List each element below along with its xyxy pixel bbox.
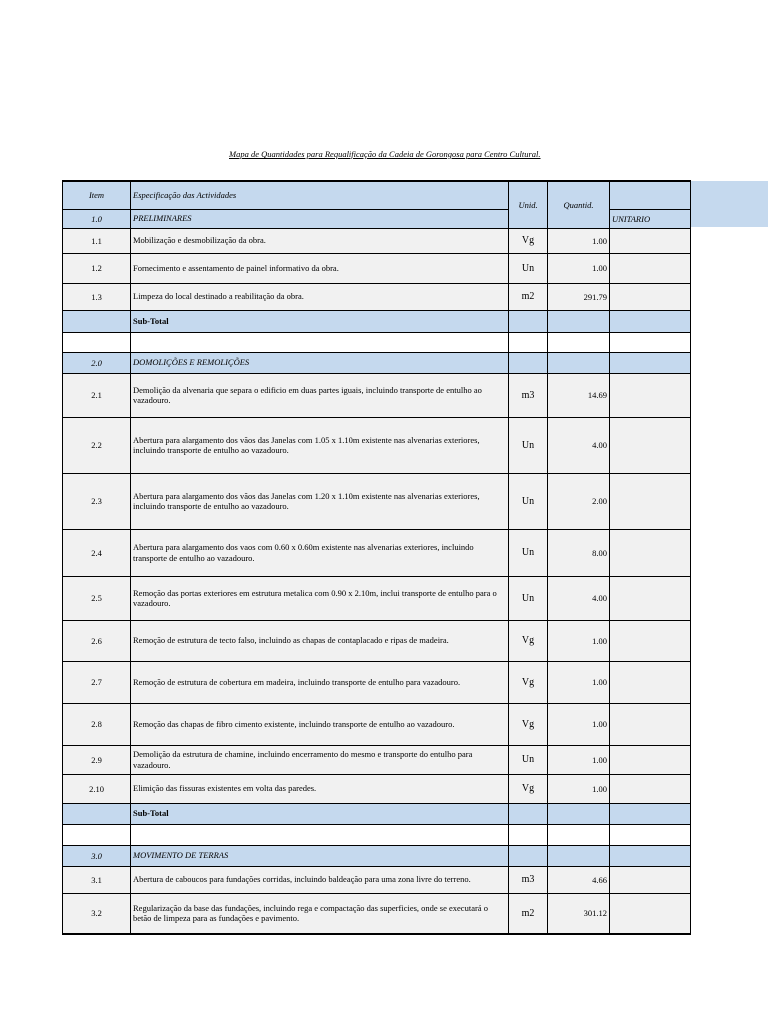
bill-of-quantities-table [62, 180, 691, 935]
row-item-number: 2.10 [63, 774, 131, 803]
table-row [63, 473, 691, 529]
row-unit: Vg [509, 661, 548, 703]
row-quantity [548, 352, 610, 373]
section-row [63, 352, 691, 373]
row-quantity [548, 803, 610, 824]
row-item-number: 2.1 [63, 373, 131, 417]
row-description: Fornecimento e assentamento de painel informativo da obra. [131, 253, 509, 283]
row-description: Demolição da alvenaria que separa o edificio em duas partes iguais, incluindo transporte de entulho ao vazadouro. [131, 373, 509, 417]
row-unit [509, 803, 548, 824]
row-quantity [548, 845, 610, 866]
row-unit-price [610, 283, 691, 310]
blank-cell [548, 824, 610, 845]
row-unit-price [610, 703, 691, 745]
price-header-extension [690, 181, 768, 227]
row-unit: Vg [509, 620, 548, 661]
row-quantity: 8.00 [548, 529, 610, 576]
row-unit-price [610, 352, 691, 373]
row-quantity [548, 310, 610, 332]
row-unit [509, 352, 548, 373]
table-row [63, 283, 691, 310]
row-item-number: 1.0 [63, 209, 131, 228]
section-row [63, 845, 691, 866]
row-quantity: 1.00 [548, 253, 610, 283]
row-item-number: 1.2 [63, 253, 131, 283]
row-unit-price [610, 310, 691, 332]
row-item-number: 2.6 [63, 620, 131, 661]
row-quantity: 14.69 [548, 373, 610, 417]
row-unit-price [610, 373, 691, 417]
row-quantity: 4.66 [548, 866, 610, 893]
row-unit-price [610, 473, 691, 529]
table-row [63, 866, 691, 893]
table-row [63, 703, 691, 745]
table-row [63, 576, 691, 620]
row-description: Abertura de caboucos para fundações corridas, incluindo baldeação para uma zona livre do terreno. [131, 866, 509, 893]
blank-cell [131, 824, 509, 845]
row-unit: m3 [509, 866, 548, 893]
row-description: Regularização da base das fundações, incluindo rega e compactação das superficies, onde se executará o betão de limpeza para as fundações e pavimento. [131, 893, 509, 934]
blank-cell [131, 332, 509, 352]
row-unit: m2 [509, 893, 548, 934]
row-quantity: 4.00 [548, 576, 610, 620]
row-description: Mobilização e desmobilização da obra. [131, 228, 509, 253]
blank-cell [63, 332, 131, 352]
row-description: Remoção de estrutura de cobertura em madeira, incluindo transporte de entulho para vazadouro. [131, 661, 509, 703]
row-quantity: 1.00 [548, 774, 610, 803]
row-unit-price [610, 417, 691, 473]
row-item-number: 2.3 [63, 473, 131, 529]
row-unit: m3 [509, 373, 548, 417]
row-quantity: 1.00 [548, 620, 610, 661]
row-unit-price [610, 803, 691, 824]
row-unit: Un [509, 529, 548, 576]
row-unit: Un [509, 417, 548, 473]
table-row [63, 620, 691, 661]
row-unit-price [610, 845, 691, 866]
header-unit: Unid. [509, 181, 548, 228]
table-row [63, 373, 691, 417]
row-quantity: 4.00 [548, 417, 610, 473]
row-unit-price [610, 774, 691, 803]
row-description: Abertura para alargamento dos vaos com 0.60 x 0.60m existente nas alvenarias exteriores, incluindo transporte de entulho ao vazadouro. [131, 529, 509, 576]
subtotal-row [63, 310, 691, 332]
header-unitario: UNITARIO [610, 209, 691, 228]
blank-cell [548, 332, 610, 352]
row-unit-price [610, 620, 691, 661]
row-unit-price [610, 228, 691, 253]
row-unit [509, 845, 548, 866]
table-header-row [63, 181, 691, 209]
row-quantity: 2.00 [548, 473, 610, 529]
document-title: Mapa de Quantidades para Requalificação da Cadeia de Gorongosa para Centro Cultural. [229, 149, 541, 159]
table-row [63, 661, 691, 703]
table-row [63, 253, 691, 283]
table-row [63, 417, 691, 473]
row-description: Abertura para alargamento dos vãos das Janelas com 1.05 x 1.10m existente nas alvenarias exteriores, incluindo transporte de entulho ao vazadouro. [131, 417, 509, 473]
table-row [63, 774, 691, 803]
row-unit-price [610, 661, 691, 703]
row-unit-price [610, 745, 691, 774]
row-quantity: 1.00 [548, 661, 610, 703]
row-item-number [63, 803, 131, 824]
row-item-number: 2.4 [63, 529, 131, 576]
blank-row [63, 824, 691, 845]
subtotal-label: Sub-Total [131, 803, 509, 824]
row-quantity: 1.00 [548, 745, 610, 774]
header-price [610, 181, 691, 209]
row-unit-price [610, 893, 691, 934]
row-description: Limpeza do local destinado a reabilitação da obra. [131, 283, 509, 310]
blank-cell [509, 332, 548, 352]
row-item-number: 3.2 [63, 893, 131, 934]
table-row [63, 529, 691, 576]
row-item-number [63, 310, 131, 332]
row-unit: Un [509, 473, 548, 529]
row-unit: Un [509, 253, 548, 283]
header-item: Item [63, 181, 131, 209]
row-item-number: 3.0 [63, 845, 131, 866]
blank-cell [509, 824, 548, 845]
row-quantity: 1.00 [548, 703, 610, 745]
row-quantity: 1.00 [548, 228, 610, 253]
row-item-number: 2.2 [63, 417, 131, 473]
row-description: Remoção das portas exteriores em estrutura metalica com 0.90 x 2.10m, inclui transporte de entulho para o vazadouro. [131, 576, 509, 620]
section-title: DOMOLIÇÕES E REMOLIÇÕES [131, 352, 509, 373]
subtotal-label: Sub-Total [131, 310, 509, 332]
row-item-number: 2.9 [63, 745, 131, 774]
row-quantity: 291.79 [548, 283, 610, 310]
row-description: Elimição das fissuras existentes em volta das paredes. [131, 774, 509, 803]
row-item-number: 2.5 [63, 576, 131, 620]
row-item-number: 2.0 [63, 352, 131, 373]
header-specification: Especificação das Actividades [131, 181, 509, 209]
table-body [63, 181, 691, 934]
row-quantity: 301.12 [548, 893, 610, 934]
row-unit [509, 310, 548, 332]
row-unit-price [610, 529, 691, 576]
blank-cell [63, 824, 131, 845]
row-unit: Vg [509, 228, 548, 253]
row-unit-price [610, 866, 691, 893]
row-unit: m2 [509, 283, 548, 310]
blank-row [63, 332, 691, 352]
row-unit-price [610, 576, 691, 620]
blank-cell [610, 824, 691, 845]
blank-cell [610, 332, 691, 352]
row-description: Remoção de estrutura de tecto falso, incluindo as chapas de contaplacado e ripas de madeira. [131, 620, 509, 661]
subtotal-row [63, 803, 691, 824]
table-row [63, 745, 691, 774]
row-item-number: 2.8 [63, 703, 131, 745]
section-title: MOVIMENTO DE TERRAS [131, 845, 509, 866]
row-description: Demolição da estrutura de chamine, incluindo encerramento do mesmo e transporte do entulho para vazadouro. [131, 745, 509, 774]
row-unit: Un [509, 745, 548, 774]
header-quantity: Quantid. [548, 181, 610, 228]
row-item-number: 2.7 [63, 661, 131, 703]
row-unit: Vg [509, 774, 548, 803]
row-unit: Un [509, 576, 548, 620]
row-unit-price [610, 253, 691, 283]
row-description: Abertura para alargamento dos vãos das Janelas com 1.20 x 1.10m existente nas alvenarias exteriores, incluindo transporte de entulho ao vazadouro. [131, 473, 509, 529]
row-item-number: 3.1 [63, 866, 131, 893]
row-unit: Vg [509, 703, 548, 745]
table-row [63, 228, 691, 253]
row-item-number: 1.3 [63, 283, 131, 310]
row-description: Remoção das chapas de fibro cimento existente, incluindo transporte de entulho ao vazadouro. [131, 703, 509, 745]
table-row [63, 893, 691, 934]
row-item-number: 1.1 [63, 228, 131, 253]
section-title: PRELIMINARES [131, 209, 509, 228]
